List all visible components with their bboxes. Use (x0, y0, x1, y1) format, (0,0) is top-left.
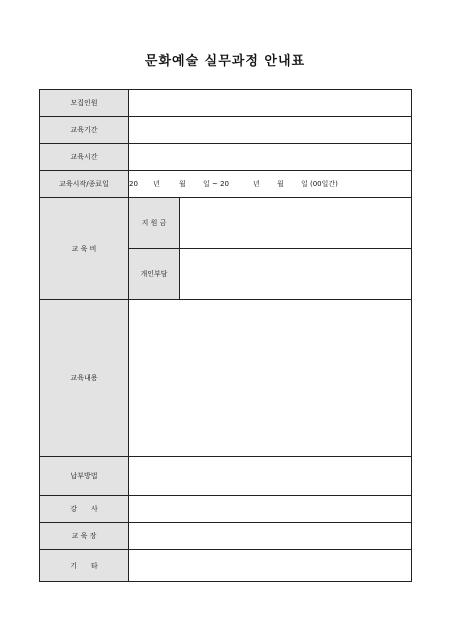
other-label: 기 타 (40, 550, 129, 582)
page-title: 문화예술 실무과정 안내표 (144, 54, 306, 69)
classroom-value-cell[interactable] (129, 523, 412, 550)
content-value-cell[interactable] (129, 300, 412, 457)
info-table (39, 89, 412, 582)
end-year-unit: 년 (253, 180, 260, 188)
classroom-label: 교 육 장 (40, 523, 129, 550)
payment-value-cell[interactable] (129, 457, 412, 496)
instructor-value-cell[interactable] (129, 496, 412, 523)
start-end-value-cell[interactable] (129, 171, 412, 198)
start-end-label: 교육시작/종료일 (40, 171, 129, 198)
start-year-unit: 년 (153, 180, 160, 188)
content-label: 교육내용 (40, 300, 129, 457)
personal-fee-value-cell[interactable] (180, 249, 412, 300)
hours-label: 교육시간 (40, 144, 129, 171)
support-fund-label: 지 원 금 (129, 198, 180, 249)
hours-value-cell[interactable] (129, 144, 412, 171)
end-month-unit: 월 (277, 180, 284, 188)
period-value-cell[interactable] (129, 117, 412, 144)
fee-label: 교 육 비 (40, 198, 129, 300)
other-value-cell[interactable] (129, 550, 412, 582)
personal-fee-label: 개인부담 (129, 249, 180, 300)
recruit-label: 모집인원 (40, 90, 129, 117)
support-fund-value-cell[interactable] (180, 198, 412, 249)
start-day-unit: 일 ~ 20 (203, 180, 229, 188)
end-day-unit: 일 (00일간) (301, 180, 338, 188)
payment-label: 납부방법 (40, 457, 129, 496)
recruit-value-cell[interactable] (129, 90, 412, 117)
instructor-label: 강 사 (40, 496, 129, 523)
period-label: 교육기간 (40, 117, 129, 144)
start-year-prefix: 20 (129, 180, 138, 188)
start-month-unit: 월 (179, 180, 186, 188)
